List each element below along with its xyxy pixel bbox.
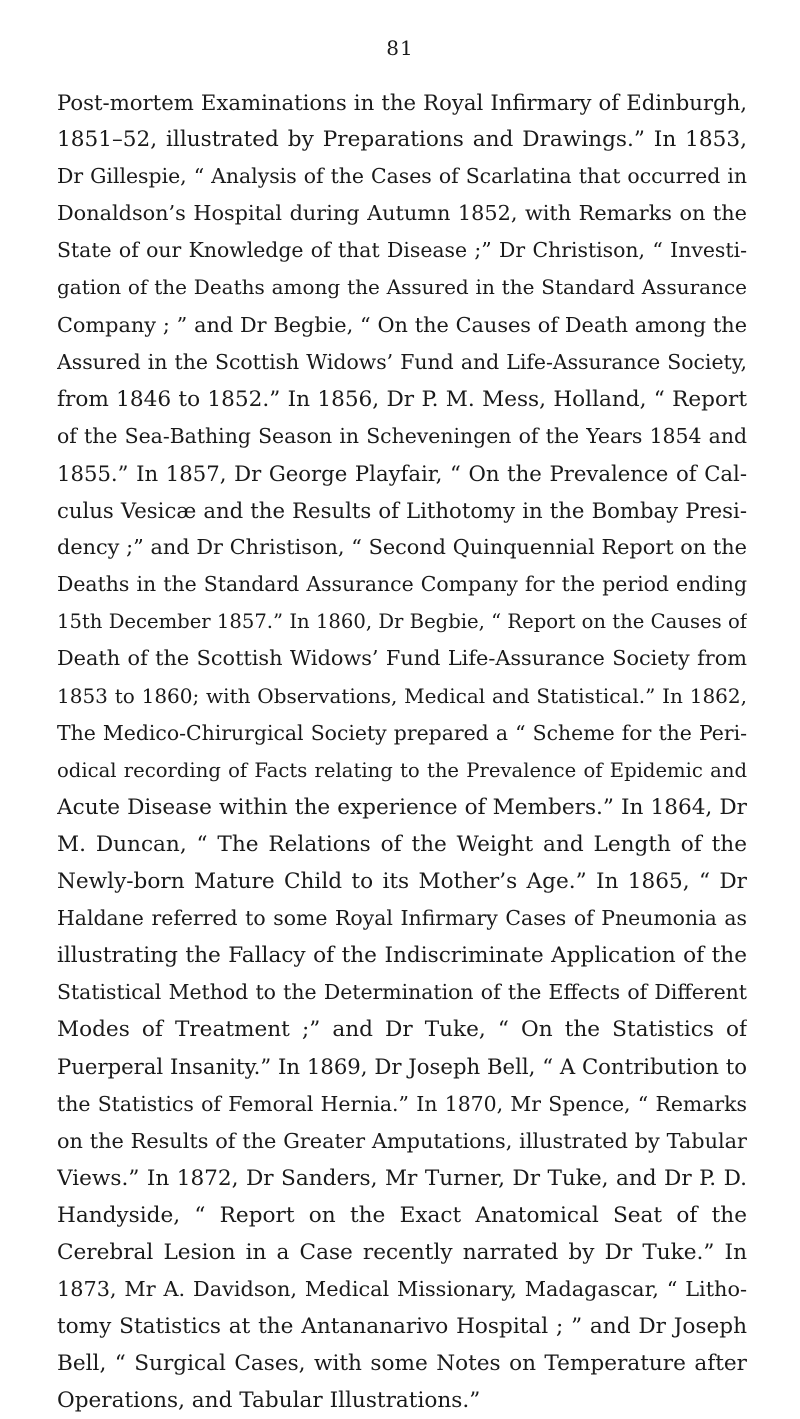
text-line: M. Duncan, “ The Relations of the Weight and Length of the (57, 831, 747, 857)
text-line: State of our Knowledge of that Disease ;” Dr Christison, “ Investi- (57, 238, 747, 263)
text-line: culus Vesicæ and the Results of Lithotomy in the Bombay Presi- (57, 498, 747, 524)
text-line: the Statistics of Femoral Hernia.” In 1870, Mr Spence, “ Remarks (57, 1091, 747, 1116)
text-line: on the Results of the Greater Amputations, illustrated by Tabular (57, 1128, 747, 1153)
text-line: Post-mortem Examinations in the Royal Infirmary of Edinburgh, (57, 90, 747, 115)
text-line: from 1846 to 1852.” In 1856, Dr P. M. Mess, Holland, “ Report (57, 386, 747, 412)
text-line: Cerebral Lesion in a Case recently narrated by Dr Tuke.” In (57, 1239, 747, 1265)
text-line: 1855.” In 1857, Dr George Playfair, “ On the Prevalence of Cal- (57, 460, 747, 486)
text-line: Company ; ” and Dr Begbie, “ On the Causes of Death among the (57, 312, 747, 337)
text-line: odical recording of Facts relating to the Prevalence of Epidemic and (57, 758, 747, 782)
text-line: Acute Disease within the experience of Members.” In 1864, Dr (57, 794, 747, 820)
text-line: tomy Statistics at the Antananarivo Hospital ; ” and Dr Joseph (57, 1314, 747, 1340)
text-line: 15th December 1857.” In 1860, Dr Begbie, “ Report on the Causes of (57, 610, 747, 634)
text-line: Dr Gillespie, “ Analysis of the Cases of Scarlatina that occurred in (57, 164, 747, 189)
text-line: Newly-born Mature Child to its Mother’s Age.” In 1865, “ Dr (57, 868, 747, 894)
text-line: illustrating the Fallacy of the Indiscriminate Application of the (57, 943, 747, 969)
text-line: gation of the Deaths among the Assured in the Standard Assurance (57, 275, 747, 300)
text-line: Handyside, “ Report on the Exact Anatomical Seat of the (57, 1202, 747, 1228)
page-number: 81 (386, 36, 414, 60)
text-line: 1851–52, illustrated by Preparations and Drawings.” In 1853, (57, 127, 747, 153)
text-line: Haldane referred to some Royal Infirmary Cases of Pneumonia as (57, 906, 747, 931)
text-line: Modes of Treatment ;” and Dr Tuke, “ On the Statistics of (57, 1017, 747, 1043)
text-line: Statistical Method to the Determination of the Effects of Different (57, 980, 747, 1005)
body-paragraph (57, 84, 747, 1419)
text-line: Views.” In 1872, Dr Sanders, Mr Turner, Dr Tuke, and Dr P. D. (57, 1165, 747, 1191)
text-line: Donaldson’s Hospital during Autumn 1852, with Remarks on the (57, 201, 747, 226)
text-line: The Medico-Chirurgical Society prepared a “ Scheme for the Peri- (57, 720, 747, 745)
text-line: Puerperal Insanity.” In 1869, Dr Joseph Bell, “ A Contribution to (57, 1054, 747, 1080)
text-line: 1873, Mr A. Davidson, Medical Missionary, Madagascar, “ Litho- (57, 1277, 747, 1301)
text-line: Bell, “ Surgical Cases, with some Notes on Temperature after (57, 1351, 747, 1377)
text-line: 1853 to 1860; with Observations, Medical and Statistical.” In 1862, (57, 683, 747, 708)
text-line: of the Sea-Bathing Season in Scheveningen of the Years 1854 and (57, 423, 747, 448)
text-line: Assured in the Scottish Widows’ Fund and Life-Assurance Society, (57, 349, 747, 374)
text-line: Death of the Scottish Widows’ Fund Life-Assurance Society from (57, 646, 747, 671)
text-line: dency ;” and Dr Christison, “ Second Quinquennial Report on the (57, 535, 747, 560)
text-line: Deaths in the Standard Assurance Company for the period ending (57, 572, 747, 597)
text-line: Operations, and Tabular Illustrations.” (57, 1388, 481, 1414)
